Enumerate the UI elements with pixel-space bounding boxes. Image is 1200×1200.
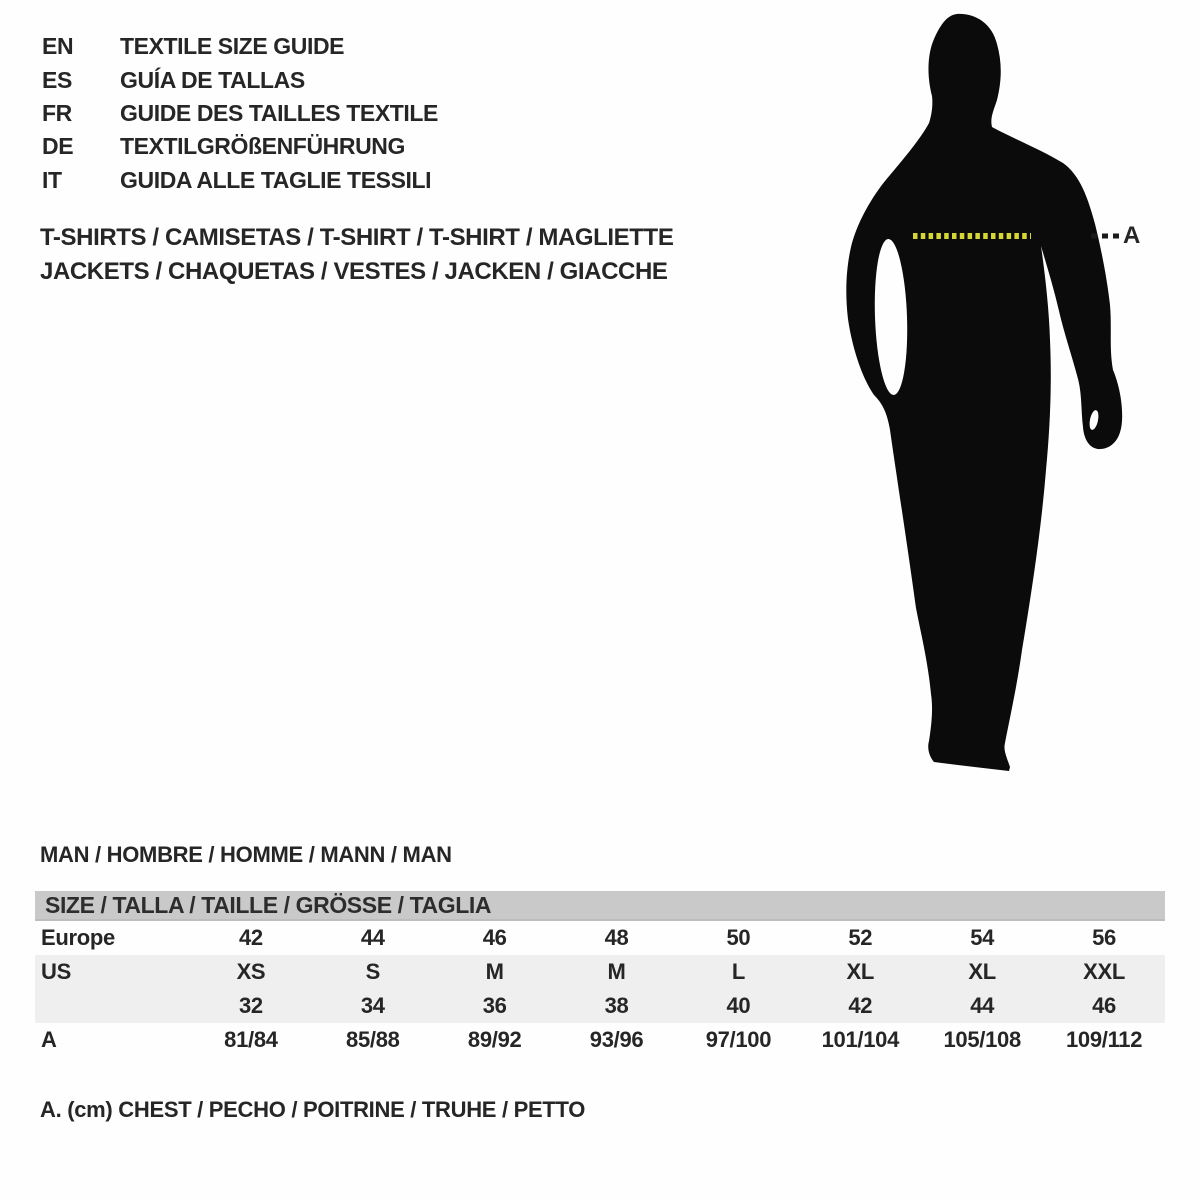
table-cell: 97/100 (705, 1027, 772, 1052)
row-label: A (41, 1027, 57, 1052)
language-code: ES (42, 66, 72, 93)
language-code: EN (42, 33, 74, 60)
language-code: IT (42, 166, 62, 193)
table-cell: 44 (360, 925, 385, 950)
table-cell: 101/104 (821, 1027, 900, 1052)
category-line-tshirts: T-SHIRTS / CAMISETAS / T-SHIRT / T-SHIRT / MAGLIETTE (40, 224, 674, 251)
table-cell: 93/96 (589, 1027, 644, 1052)
size-table (35, 891, 1165, 1057)
table-cell: 32 (239, 993, 263, 1018)
language-title: GUÍA DE TALLAS (120, 66, 305, 93)
language-code: FR (42, 99, 72, 126)
measure-footnote: A. (cm) CHEST / PECHO / POITRINE / TRUHE / PETTO (40, 1097, 586, 1122)
table-cell: 56 (1092, 925, 1116, 950)
language-title: GUIDA ALLE TAGLIE TESSILI (120, 166, 432, 193)
measure-label-a: A (1123, 222, 1141, 249)
table-cell: XS (236, 959, 266, 984)
table-cell: 44 (970, 993, 995, 1018)
table-cell: 89/92 (467, 1027, 522, 1052)
table-cell: 54 (970, 925, 995, 950)
table-cell: 85/88 (346, 1027, 400, 1052)
section-heading-man: MAN / HOMBRE / HOMME / MANN / MAN (40, 842, 452, 867)
table-cell: S (365, 959, 380, 984)
table-cell: L (731, 959, 745, 984)
table-row-chest-a (35, 1023, 1165, 1057)
table-cell: 46 (482, 925, 507, 950)
table-row-us (35, 955, 1165, 989)
table-cell: 109/112 (1065, 1027, 1143, 1052)
category-line-jackets: JACKETS / CHAQUETAS / VESTES / JACKEN / GIACCHE (40, 257, 668, 285)
table-cell: 50 (726, 925, 751, 950)
language-title: TEXTILE SIZE GUIDE (120, 33, 345, 60)
language-title: TEXTILGRÖßENFÜHRUNG (120, 133, 405, 160)
table-cell: 48 (604, 925, 629, 950)
table-cell: 42 (848, 993, 873, 1018)
table-cell: XL (968, 959, 996, 984)
table-cell: 38 (604, 993, 629, 1018)
table-cell: 105/108 (943, 1027, 1021, 1052)
table-row-numeric (35, 989, 1165, 1023)
table-cell: 81/84 (224, 1027, 278, 1052)
row-label: Europe (41, 925, 115, 950)
table-cell: 34 (360, 993, 385, 1018)
row-label: US (41, 959, 71, 984)
table-cell: M (607, 959, 626, 984)
table-cell: 42 (239, 925, 263, 950)
language-title: GUIDE DES TAILLES TEXTILE (120, 99, 438, 126)
table-cell: 52 (848, 925, 873, 950)
size-table-header: SIZE / TALLA / TAILLE / GRÖSSE / TAGLIA (35, 891, 1165, 921)
table-cell: 46 (1092, 993, 1116, 1018)
table-row-europe (35, 921, 1165, 955)
table-cell: M (485, 959, 504, 984)
table-cell: XXL (1083, 959, 1125, 984)
table-cell: 36 (482, 993, 507, 1018)
table-cell: 40 (726, 993, 751, 1018)
language-code: DE (42, 133, 74, 160)
man-silhouette-shape (846, 14, 1122, 771)
table-cell: XL (846, 959, 875, 984)
